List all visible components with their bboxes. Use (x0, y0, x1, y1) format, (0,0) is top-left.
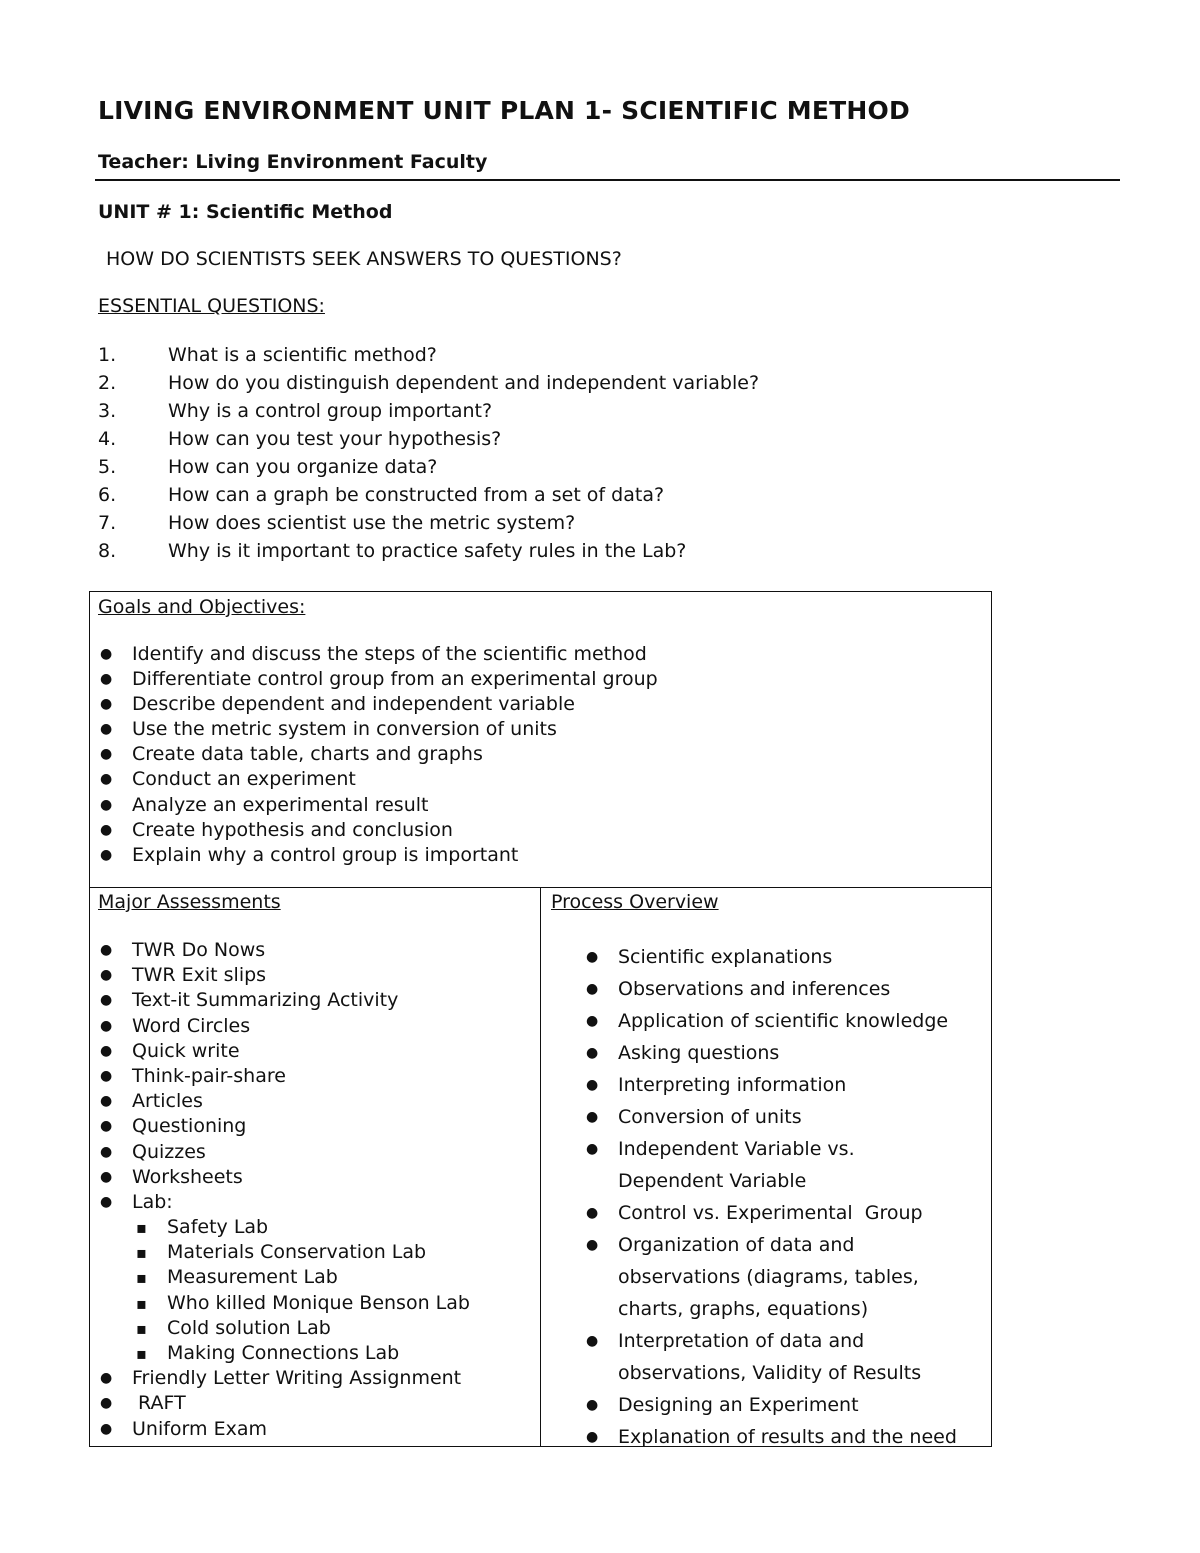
assessment-text: Lab: (132, 1190, 173, 1213)
goal-item (100, 843, 658, 868)
essential-question-item (98, 369, 759, 397)
teacher-line: Teacher: Living Environment Faculty (98, 151, 488, 173)
assessment-item (100, 1089, 470, 1114)
lab-item (132, 1265, 470, 1290)
question-number: 1. (98, 344, 117, 366)
lab-text: Making Connections Lab (167, 1342, 400, 1364)
goal-item (100, 742, 658, 767)
bullet-icon: ● (100, 746, 113, 763)
question-text: Why is it important to practice safety rules in the Lab? (168, 540, 687, 562)
goal-item (100, 667, 658, 692)
lab-text: Who killed Monique Benson Lab (167, 1291, 470, 1314)
assessment-text: TWR Do Nows (132, 939, 266, 961)
question-number: 3. (98, 400, 117, 422)
process-text-line: Interpretation of data and (618, 1330, 865, 1352)
bullet-icon: ● (100, 1067, 113, 1084)
bullet-icon: ● (100, 846, 113, 863)
bullet-icon: ● (100, 1118, 113, 1135)
lab-text: Materials Conservation Lab (167, 1241, 427, 1264)
essential-question-item (98, 453, 759, 481)
bullet-icon: ● (100, 1395, 113, 1412)
assessment-item (100, 1064, 470, 1089)
bullet-icon: ● (586, 1397, 599, 1413)
lab-item (132, 1291, 470, 1316)
bullet-icon: ● (100, 821, 113, 838)
unit-heading: UNIT # 1: Scientific Method (98, 201, 393, 223)
goal-item (100, 642, 658, 667)
goal-item (100, 692, 658, 717)
process-text-line: Asking questions (618, 1042, 780, 1064)
goal-text: Identify and discuss the steps of the scientific method (132, 643, 647, 665)
process-item (586, 1389, 957, 1421)
question-text: Why is a control group important? (168, 400, 493, 422)
question-text: How can a graph be constructed from a set of data? (168, 484, 665, 506)
goal-item (100, 717, 658, 742)
assessment-item (100, 1366, 470, 1391)
big-question: HOW DO SCIENTISTS SEEK ANSWERS TO QUESTIONS? (106, 248, 622, 270)
question-number: 8. (98, 540, 117, 562)
essential-questions-heading: ESSENTIAL QUESTIONS: (98, 295, 325, 317)
goal-item (100, 767, 658, 792)
process-item (586, 973, 957, 1005)
question-text: How do you distinguish dependent and independent variable? (168, 372, 760, 394)
bullet-icon: ● (586, 1237, 599, 1253)
bullet-icon: ● (586, 1077, 599, 1093)
process-text-line: charts, graphs, equations) (618, 1298, 869, 1320)
process-text-line: Independent Variable vs. (618, 1138, 855, 1160)
lab-text: Safety Lab (167, 1216, 269, 1239)
bullet-icon: ● (100, 992, 113, 1009)
goal-item (100, 793, 658, 818)
process-item (586, 1197, 957, 1229)
process-text-line: Organization of data and (618, 1234, 855, 1256)
bullet-icon: ● (100, 1193, 113, 1210)
essential-question-item (98, 537, 759, 565)
bullet-icon: ● (100, 646, 113, 662)
bullet-icon: ● (100, 671, 113, 688)
goal-text: Explain why a control group is important (132, 843, 519, 866)
assessment-item (100, 1014, 470, 1039)
assessment-item (100, 938, 470, 963)
question-text: What is a scientific method? (168, 344, 437, 366)
process-text-line: Explanation of results and the need (618, 1426, 957, 1448)
goal-text: Create hypothesis and conclusion (132, 818, 453, 841)
process-item (586, 1325, 957, 1389)
assessment-text: Quizzes (132, 1140, 206, 1163)
process-text-line: Observations and inferences (618, 978, 891, 1000)
process-text-line: Conversion of units (618, 1106, 802, 1128)
goals-heading: Goals and Objectives: (98, 596, 306, 618)
lab-text: Cold solution Lab (167, 1316, 331, 1339)
bullet-icon: ● (586, 1205, 599, 1221)
process-text-line: Dependent Variable (618, 1170, 807, 1192)
process-list (586, 941, 957, 1453)
bullet-icon: ● (100, 1168, 113, 1185)
bullet-icon: ● (586, 949, 599, 965)
lab-item (132, 1215, 470, 1240)
bullet-icon: ● (100, 696, 113, 713)
question-text: How does scientist use the metric system? (168, 512, 576, 534)
essential-question-item (98, 341, 759, 369)
goals-list (100, 642, 658, 868)
bullet-icon: ● (100, 1017, 113, 1034)
bullet-icon: ● (586, 1141, 599, 1157)
question-text: How can you test your hypothesis? (168, 428, 502, 450)
process-heading: Process Overview (551, 891, 719, 913)
process-item (586, 941, 957, 973)
square-bullet-icon: ▪ (136, 1293, 147, 1313)
goal-text: Differentiate control group from an experimental group (132, 668, 658, 691)
question-number: 4. (98, 428, 117, 450)
bullet-icon: ● (100, 1042, 113, 1059)
assessment-text: Think-pair-share (132, 1064, 286, 1087)
assessment-item (100, 1391, 470, 1416)
assessment-item (100, 1165, 470, 1190)
header-rule (95, 179, 1120, 181)
goal-text: Analyze an experimental result (132, 793, 429, 816)
process-item (586, 1101, 957, 1133)
essential-question-item (98, 397, 759, 425)
assessment-item (100, 1039, 470, 1064)
bullet-icon: ● (100, 1093, 113, 1110)
assessment-item-lab (100, 1190, 470, 1215)
square-bullet-icon: ▪ (136, 1344, 147, 1363)
bullet-icon: ● (100, 721, 113, 738)
process-item (586, 1005, 957, 1037)
lab-item (132, 1316, 470, 1341)
goal-text: Use the metric system in conversion of units (132, 718, 557, 741)
bullet-icon: ● (586, 1109, 599, 1125)
goal-text: Create data table, charts and graphs (132, 743, 483, 766)
bullet-icon: ● (586, 1333, 599, 1349)
bullet-icon: ● (586, 1045, 599, 1061)
bullet-icon: ● (100, 942, 113, 958)
bullet-icon: ● (100, 1370, 113, 1387)
process-text-line: Designing an Experiment (618, 1394, 859, 1416)
essential-question-item (98, 425, 759, 453)
square-bullet-icon: ▪ (136, 1218, 147, 1238)
assessment-item (100, 963, 470, 988)
square-bullet-icon: ▪ (136, 1268, 147, 1288)
assessment-text: RAFT (132, 1392, 186, 1415)
goal-text: Conduct an experiment (132, 768, 356, 791)
bullet-icon: ● (100, 1420, 113, 1437)
lab-text: Measurement Lab (167, 1266, 338, 1289)
process-text-line: Interpreting information (618, 1074, 847, 1096)
process-item (586, 1133, 957, 1197)
lab-item (132, 1341, 470, 1366)
assessments-heading: Major Assessments (98, 891, 281, 913)
assessment-text: Worksheets (132, 1165, 243, 1188)
bullet-icon: ● (586, 1429, 599, 1445)
question-text: How can you organize data? (168, 456, 438, 478)
bullet-icon: ● (100, 1143, 113, 1160)
assessment-item (100, 1114, 470, 1139)
process-text-line: Application of scientific knowledge (618, 1010, 949, 1032)
table-column-divider (540, 887, 541, 1447)
bullet-icon: ● (586, 1013, 599, 1029)
question-number: 5. (98, 456, 117, 478)
assessment-text: Uniform Exam (132, 1417, 267, 1440)
square-bullet-icon: ▪ (136, 1318, 147, 1338)
process-item (586, 1037, 957, 1069)
process-item (586, 1069, 957, 1101)
lab-item (132, 1240, 470, 1265)
process-text-line: observations, Validity of Results (618, 1362, 922, 1384)
bullet-icon: ● (100, 796, 113, 813)
assessment-item (100, 1417, 470, 1442)
process-text-line: observations (diagrams, tables, (618, 1266, 919, 1288)
assessment-text: Questioning (132, 1115, 247, 1138)
goal-text: Describe dependent and independent variable (132, 693, 575, 716)
process-text-line: Scientific explanations (618, 946, 833, 968)
assessment-item (100, 1140, 470, 1165)
assessment-text: Text-it Summarizing Activity (132, 989, 399, 1012)
bullet-icon: ● (586, 981, 599, 997)
goal-item (100, 818, 658, 843)
assessment-item (100, 988, 470, 1013)
assessment-text: TWR Exit slips (132, 964, 267, 987)
essential-question-item (98, 509, 759, 537)
document-title: LIVING ENVIRONMENT UNIT PLAN 1- SCIENTIFIC METHOD (98, 96, 910, 125)
question-number: 7. (98, 512, 117, 534)
assessment-text: Friendly Letter Writing Assignment (132, 1367, 462, 1390)
assessments-list (100, 938, 470, 1442)
process-text-line: Control vs. Experimental Group (618, 1202, 923, 1224)
assessment-text: Word Circles (132, 1014, 251, 1037)
bullet-icon: ● (100, 771, 113, 788)
process-item (586, 1421, 957, 1453)
essential-question-item (98, 481, 759, 509)
square-bullet-icon: ▪ (136, 1243, 147, 1263)
question-number: 2. (98, 372, 117, 394)
assessment-text: Articles (132, 1090, 203, 1113)
process-item (586, 1229, 957, 1325)
bullet-icon: ● (100, 967, 113, 984)
assessment-text: Quick write (132, 1039, 240, 1062)
question-number: 6. (98, 484, 117, 506)
essential-questions-list (98, 341, 759, 565)
